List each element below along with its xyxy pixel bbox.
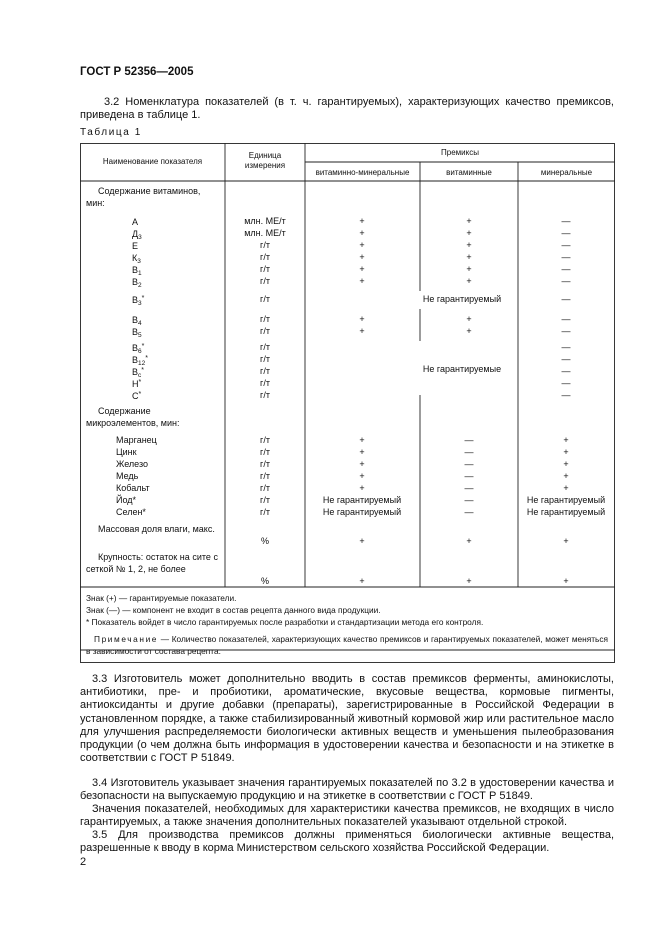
micro-v: — [464,435,474,445]
note-asterisk: * Показатель войдет в число гарантируемых после разработки и стандартизации метода его контроля. [86,617,484,627]
micro-vm: Не гарантируемый [322,507,402,517]
vitamin-v: + [466,264,472,274]
b3-not-guaranteed: Не гарантируемый [422,294,502,304]
vitamin-m: — [561,252,571,262]
page-number: 2 [80,856,87,868]
vitamin-m: — [561,366,571,376]
micro-name: Марганец [116,435,157,445]
fineness-vm: + [359,576,365,586]
vitamin-m: — [561,264,571,274]
micro-v: — [464,483,474,493]
micro-v: — [464,507,474,517]
vitamin-star: * [138,391,142,398]
table-grid [80,143,615,663]
fineness-v: + [466,576,472,586]
vitamin-unit: г/т [260,264,270,274]
micro-m: Не гарантируемый [526,507,606,517]
vitamin-star: * [141,343,145,350]
vitamin-unit: г/т [260,378,270,388]
vitamin-subscript: 3 [137,258,141,265]
micro-vm: + [359,459,365,469]
vitamin-m: — [561,378,571,388]
vitamin-base: Е [132,241,139,251]
moisture-v: + [466,536,472,546]
vitamin-base: Д [132,229,139,239]
vitamin-star: * [141,367,144,374]
vitamin-v: + [466,276,472,286]
micro-unit: г/т [260,471,270,481]
vitamin-v: + [466,240,472,250]
micro-m: + [563,459,569,469]
intro-paragraph: 3.2 Номенклатура показателей (в т. ч. гарантируемых), характеризующих качество премиксов, приведена в таблице 1. [80,96,614,122]
vitamin-unit: г/т [260,252,270,262]
indicators-table [80,143,615,663]
micro-vm: Не гарантируемый [322,495,402,505]
vitamin-m: — [561,240,571,250]
vitamin-name [132,389,141,406]
vitamin-base: В [132,295,139,305]
vitamin-vm: + [359,264,365,274]
vitamin-subscript: 12 [138,360,146,367]
vitamin-star: * [141,295,145,302]
vitamin-v: + [466,228,472,238]
vitamin-subscript: с [138,372,142,379]
vitamin-v: + [466,314,472,324]
vitamin-unit: г/т [260,276,270,286]
vitamin-vm: + [359,228,365,238]
vitamin-star: * [145,355,148,362]
table-remark [86,633,608,657]
micro-m: + [563,471,569,481]
vitamin-v: + [466,216,472,226]
col-header-name: Наименование показателя [102,157,203,166]
vitamin-unit: г/т [260,354,270,364]
micro-m: + [563,483,569,493]
micro-name: Железо [116,459,148,469]
micro-unit: г/т [260,507,270,517]
vitamin-base: С [132,391,139,401]
micro-name: Цинк [116,447,137,457]
vitamin-base: А [132,217,139,227]
vitamin-m: — [561,294,571,304]
micro-name: Йод* [116,495,137,505]
vitamin-base: В [132,343,139,353]
vitamin-m: — [561,342,571,352]
vitamin-base: В [132,265,139,275]
vitamin-name [132,293,144,310]
vitamin-base: В [132,327,139,337]
vitamin-vm: + [359,252,365,262]
micro-vm: + [359,483,365,493]
col-header-vitamin: витаминные [446,168,492,177]
fineness-m: + [563,576,569,586]
vitamin-v: + [466,252,472,262]
vitamin-unit: г/т [260,314,270,324]
col-header-mineral: минеральные [540,168,593,177]
vitamin-unit: г/т [260,240,270,250]
vitamin-unit: г/т [260,366,270,376]
col-header-premixes: Премиксы [441,148,479,157]
micro-vm: + [359,447,365,457]
micro-vm: + [359,471,365,481]
vitamin-subscript: 3 [138,234,142,241]
vitamin-star: * [138,379,142,386]
vitamin-subscript: 5 [138,332,142,339]
vitamin-unit: г/т [260,342,270,352]
vitamin-base: Н [132,379,139,389]
moisture-m: + [563,536,569,546]
moisture-vm: + [359,536,365,546]
vitamin-unit: млн. МЕ/т [244,228,286,238]
vitamin-name [132,325,142,342]
paragraph-3-5: 3.5 Для производства премиксов должны применяться биологически активные вещества, разрешенные к вводу в корма Министерством сельского хозяйства Российской Федерации. [80,829,614,855]
remark-label: Примечание [94,634,159,644]
micro-m: + [563,447,569,457]
micro-unit: г/т [260,483,270,493]
vitamin-m: — [561,228,571,238]
micro-m: Не гарантируемый [526,495,606,505]
group-micro-label: Содержание микроэлементов, мин: [86,406,180,428]
paragraph-3-4: 3.4 Изготовитель указывает значения гарантируемых показателей по 3.2 в удостоверении качества и безопасности на выпускаемую продукцию и на этикетке в соответствии с ГОСТ Р 51849. [80,777,614,803]
vitamin-m: — [561,354,571,364]
vitamin-vm: + [359,326,365,336]
vitamin-m: — [561,276,571,286]
micro-m: + [563,435,569,445]
paragraph-3-3: 3.3 Изготовитель может дополнительно вводить в состав премиксов ферменты, аминокислоты, антибиотики, пре- и пробиотики, ароматические, вкусовые вещества, кормовые пигменты, антиоксиданты и другие добавки (препараты), зарегистрированные в Российской Федерации в установленном порядке, а также стабилизированный животный кормовой жир или растительное масло для улучшения распределяемости биологически активных веществ и уменьшения пылеобразования продукции (о чем должна быть информация в удостоверении качества и безопасности и на этикетке в соответствии с ГОСТ Р 51849. [80,673,614,765]
micro-v: — [464,459,474,469]
vitamin-m: — [561,326,571,336]
vitamin-vm: + [359,276,365,286]
vitamin-subscript: 2 [138,282,142,289]
col-header-vitamin-mineral: витаминно-минеральные [315,168,410,177]
moisture-unit: % [260,536,270,546]
fineness-unit: % [260,576,270,586]
micro-name: Селен* [116,507,146,517]
vitamin-v: + [466,326,472,336]
vitamin-unit: г/т [260,390,270,400]
micro-vm: + [359,435,365,445]
vitamin-base: В [132,367,139,377]
vitamin-m: — [561,390,571,400]
vitamin-subscript: 3 [138,300,142,307]
vitamin-base: В [132,355,139,365]
table-caption: Таблица 1 [80,127,142,138]
vitamin-m: — [561,314,571,324]
vitamin-unit: г/т [260,326,270,336]
vitamin-vm: + [359,240,365,250]
fineness-label: Крупность: остаток на сите с сеткой № 1, 2, не более [86,552,218,574]
micro-v: — [464,471,474,481]
remark-text: — Количество показателей, характеризующих качество премиксов и гарантируемых показателей, может меняться в зависимости от состава рецепта. [86,634,608,656]
vitamin-base: В [132,277,139,287]
micro-name: Медь [116,471,139,481]
micro-v: — [464,447,474,457]
vitamin-base: В [132,315,139,325]
micro-unit: г/т [260,435,270,445]
vitamin-name [132,275,142,292]
micro-v: — [464,495,474,505]
micro-unit: г/т [260,447,270,457]
micro-name: Кобальт [116,483,150,493]
vitamin-unit: г/т [260,294,270,304]
vitamin-subscript: 6 [138,348,142,355]
moisture-label: Массовая доля влаги, макс. [98,524,215,534]
vitamin-subscript: 4 [138,320,142,327]
group-vitamins-label: Содержание витаминов, мин: [86,186,201,208]
vitamin-vm: + [359,216,365,226]
note-dash: Знак (—) — компонент не входит в состав рецепта данного вида продукции. [86,605,381,615]
col-header-unit: Единица измерения [244,151,286,170]
paragraph-values: Значения показателей, необходимых для характеристики качества премиксов, не входящих в число гарантируемых, а также значения дополнительных показателей указывают отдельной строкой. [80,803,614,829]
vitamin-vm: + [359,314,365,324]
document-header: ГОСТ Р 52356—2005 [80,66,194,78]
vitamin-base: К [132,253,138,263]
note-plus: Знак (+) — гарантируемые показатели. [86,593,237,603]
vitamin-unit: млн. МЕ/т [244,216,286,226]
vitamin-m: — [561,216,571,226]
b-group-not-guaranteed: Не гарантируемые [422,364,502,374]
micro-unit: г/т [260,459,270,469]
vitamin-subscript: 1 [138,270,142,277]
micro-unit: г/т [260,495,270,505]
